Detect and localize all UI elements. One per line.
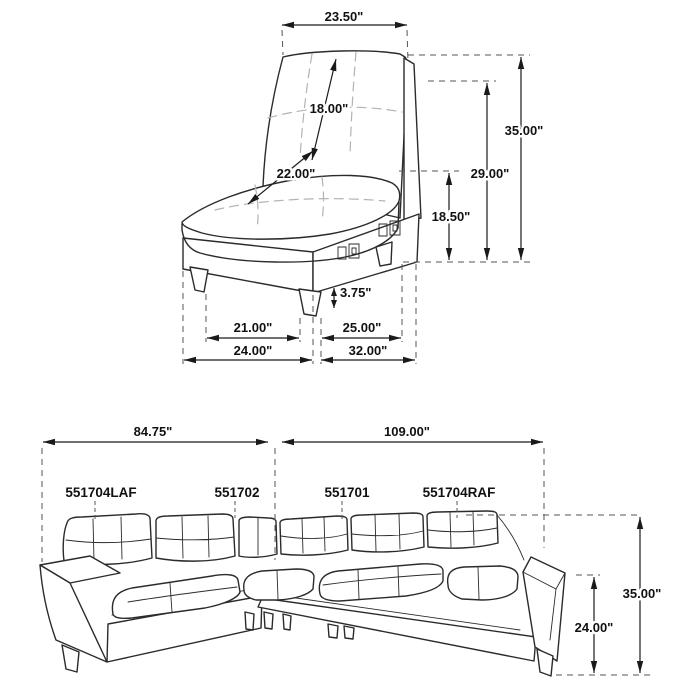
sofa-right-rail <box>258 598 536 661</box>
sofa-back-right-edge <box>497 515 524 560</box>
sofa-back-cushion <box>63 514 152 565</box>
dim-label-left-length: 84.75" <box>133 424 173 439</box>
armless-chair-drawing <box>182 51 421 316</box>
part-label-551704RAF: 551704RAF <box>422 485 496 500</box>
dim-label-seat-height: 18.50" <box>431 209 471 224</box>
dim-label-back-length: 18.00" <box>309 101 349 116</box>
dim-label-overall-height: 35.00" <box>504 123 544 138</box>
chair-side-rail <box>404 58 421 221</box>
chair-leg-front-center <box>299 289 321 316</box>
part-label-551701: 551701 <box>324 485 370 500</box>
sofa-seat-cushion <box>319 564 443 601</box>
dim-label-overall-width: 24.00" <box>233 343 273 358</box>
chair-seat-cushion <box>182 175 400 239</box>
dim-label-overall-depth: 32.00" <box>348 343 388 358</box>
sofa-leg <box>245 612 254 630</box>
dim-label-back-width: 23.50" <box>324 9 364 24</box>
sectional-sofa-drawing <box>40 511 565 676</box>
dim-label-inner-depth: 25.00" <box>342 320 382 335</box>
part-label-551704LAF: 551704LAF <box>65 485 137 500</box>
dim-label-right-length: 109.00" <box>384 424 430 439</box>
sofa-seat-cushion <box>244 569 314 600</box>
sofa-seat-cushion <box>448 566 518 600</box>
dim-label-arm-height: 24.00" <box>574 620 614 635</box>
dim-label-back-height: 29.00" <box>470 166 510 181</box>
top-diagram <box>182 9 543 364</box>
sofa-leg <box>264 612 273 629</box>
part-label-551702: 551702 <box>214 485 260 500</box>
dim-label-sofa-overall-height: 35.00" <box>622 586 662 601</box>
sofa-leg <box>328 624 338 638</box>
sofa-leg <box>344 626 354 639</box>
sofa-leg <box>283 614 291 630</box>
bottom-diagram <box>40 424 661 676</box>
dim-label-leg-height: 3.75" <box>340 285 372 300</box>
chair-leg-front-left <box>190 267 208 292</box>
sofa-back-cushion <box>156 514 235 561</box>
sofa-back-cushion <box>351 513 424 552</box>
dim-label-inner-width: 21.00" <box>233 320 273 335</box>
sofa-back-cushion <box>280 516 348 555</box>
dim-label-seat-depth: 22.00" <box>276 166 316 181</box>
